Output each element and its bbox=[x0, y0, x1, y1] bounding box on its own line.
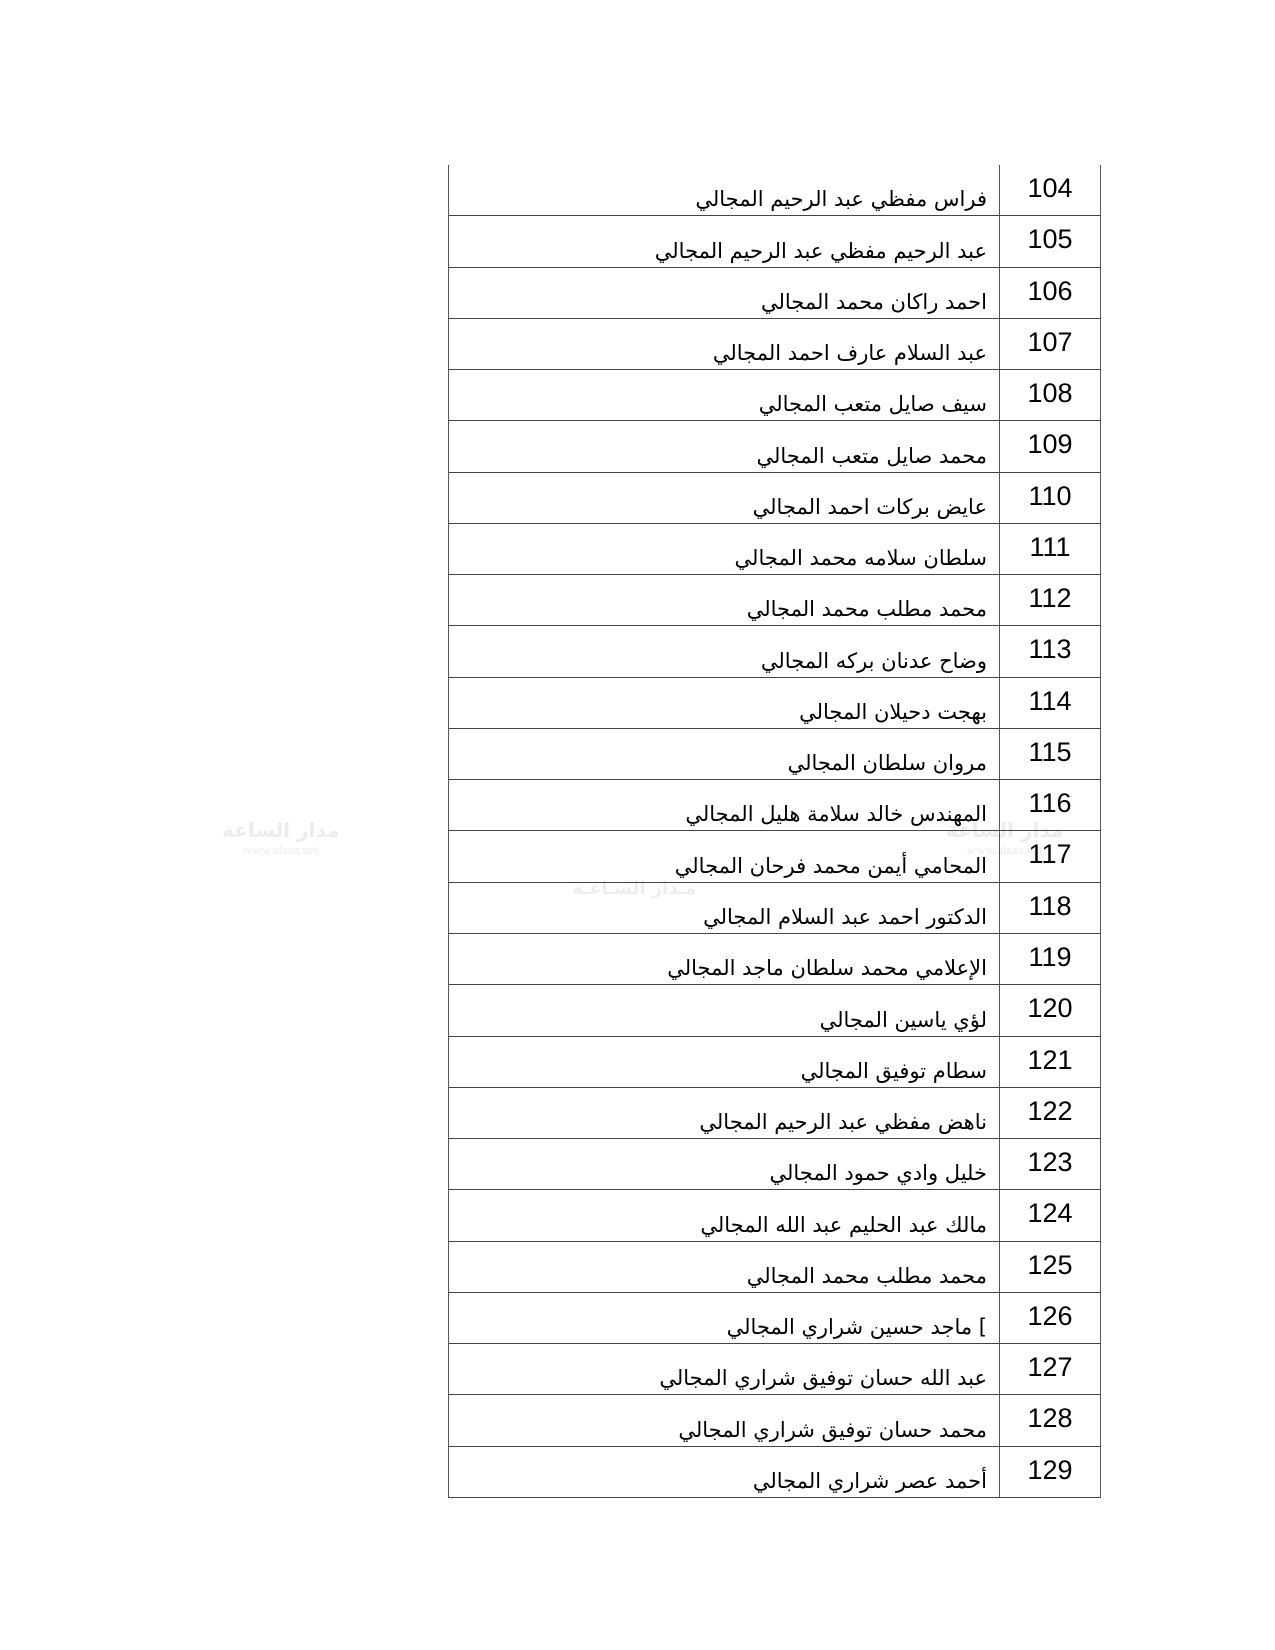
number-cell: 112 bbox=[1028, 583, 1072, 614]
table-row bbox=[449, 268, 1100, 319]
name-cell: الإعلامي محمد سلطان ماجد المجالي bbox=[449, 934, 1000, 984]
name-cell: المحامي أيمن محمد فرحان المجالي bbox=[449, 831, 1000, 881]
number-cell: 114 bbox=[1028, 685, 1072, 716]
name-cell: أحمد عصر شراري المجالي bbox=[449, 1447, 1000, 1497]
watermark-arabic: مدار الساعة bbox=[222, 818, 340, 842]
table-row bbox=[449, 729, 1100, 780]
number-cell: 118 bbox=[1028, 890, 1072, 921]
table-row bbox=[449, 1190, 1100, 1241]
watermark-url: www.alsaa.net bbox=[966, 842, 1043, 857]
number-cell: 105 bbox=[1027, 224, 1073, 255]
number-cell: 128 bbox=[1027, 1403, 1073, 1434]
name-cell: عبد الله حسان توفيق شراري المجالي bbox=[449, 1344, 1000, 1394]
watermark-arabic: مدار الساعة bbox=[946, 818, 1064, 842]
table-row bbox=[449, 626, 1100, 677]
name-cell: عبد الرحيم مفظي عبد الرحيم المجالي bbox=[449, 216, 1000, 266]
table-row bbox=[449, 370, 1100, 421]
number-cell: 121 bbox=[1027, 1044, 1073, 1075]
name-cell: محمد مطلب محمد المجالي bbox=[449, 575, 1000, 625]
number-cell: 104 bbox=[1027, 173, 1073, 203]
name-cell: وضاح عدنان بركه المجالي bbox=[449, 626, 1000, 676]
name-cell: فراس مفظي عبد الرحيم المجالي bbox=[449, 165, 1000, 215]
name-cell: سلطان سلامه محمد المجالي bbox=[449, 524, 1000, 574]
table-row bbox=[449, 1293, 1100, 1344]
number-cell: 111 bbox=[1029, 531, 1071, 562]
number-cell: 110 bbox=[1028, 480, 1072, 511]
name-cell: سيف صايل متعب المجالي bbox=[449, 370, 1000, 420]
name-cell: محمد حسان توفيق شراري المجالي bbox=[449, 1395, 1000, 1445]
number-cell: 122 bbox=[1027, 1095, 1073, 1126]
name-cell: الدكتور احمد عبد السلام المجالي bbox=[449, 883, 1000, 933]
table-row bbox=[449, 473, 1100, 524]
number-cell: 125 bbox=[1027, 1249, 1073, 1280]
table-row bbox=[449, 934, 1100, 985]
table-row bbox=[449, 1088, 1100, 1139]
table-row bbox=[449, 831, 1100, 882]
name-cell: محمد مطلب محمد المجالي bbox=[449, 1242, 1000, 1292]
names-table bbox=[448, 165, 1101, 1498]
name-cell: عايض بركات احمد المجالي bbox=[449, 473, 1000, 523]
table-row bbox=[449, 216, 1100, 267]
number-cell: 116 bbox=[1028, 788, 1072, 819]
watermark-url: www.alsaa.net bbox=[242, 842, 319, 857]
number-cell: 109 bbox=[1027, 429, 1073, 460]
number-cell: 106 bbox=[1027, 275, 1073, 306]
number-cell: 107 bbox=[1027, 326, 1073, 357]
name-cell: المهندس خالد سلامة هليل المجالي bbox=[449, 780, 1000, 830]
name-cell: ناهض مفظي عبد الرحيم المجالي bbox=[449, 1088, 1000, 1138]
table-row bbox=[449, 1242, 1100, 1293]
watermark-left bbox=[222, 818, 339, 858]
table-row bbox=[449, 1037, 1100, 1088]
number-cell: 117 bbox=[1028, 839, 1072, 870]
table-row bbox=[449, 780, 1100, 831]
table-row bbox=[449, 165, 1100, 216]
number-cell: 119 bbox=[1028, 941, 1072, 972]
name-cell: مالك عبد الحليم عبد الله المجالي bbox=[449, 1190, 1000, 1240]
name-cell: عبد السلام عارف احمد المجالي bbox=[449, 319, 1000, 369]
name-cell: لؤي ياسين المجالي bbox=[449, 985, 1000, 1035]
table-row bbox=[449, 524, 1100, 575]
name-cell: خليل وادي حمود المجالي bbox=[449, 1139, 1000, 1189]
number-cell: 115 bbox=[1028, 736, 1072, 767]
name-cell: احمد راكان محمد المجالي bbox=[449, 268, 1000, 318]
table-row bbox=[449, 1344, 1100, 1395]
table-row bbox=[449, 678, 1100, 729]
number-cell: 123 bbox=[1027, 1147, 1073, 1178]
name-cell: مروان سلطان المجالي bbox=[449, 729, 1000, 779]
number-cell: 127 bbox=[1027, 1352, 1073, 1383]
table-row bbox=[449, 1395, 1100, 1446]
table-row bbox=[449, 1139, 1100, 1190]
name-cell: بهجت دحيلان المجالي bbox=[449, 678, 1000, 728]
number-cell: 120 bbox=[1027, 993, 1073, 1024]
number-cell: 113 bbox=[1028, 634, 1072, 665]
table-row bbox=[449, 1447, 1100, 1498]
number-cell: 108 bbox=[1027, 378, 1073, 409]
name-cell: محمد صايل متعب المجالي bbox=[449, 421, 1000, 471]
number-cell: 129 bbox=[1027, 1454, 1073, 1485]
table-row bbox=[449, 985, 1100, 1036]
number-cell: 126 bbox=[1027, 1300, 1073, 1331]
name-cell: سطام توفيق المجالي bbox=[449, 1037, 1000, 1087]
watermark-center: مـدار السـاعـة bbox=[572, 878, 697, 899]
number-cell: 124 bbox=[1027, 1198, 1073, 1229]
table-row bbox=[449, 319, 1100, 370]
table-row bbox=[449, 575, 1100, 626]
name-cell: ] ماجد حسين شراري المجالي bbox=[449, 1293, 1000, 1343]
table-row bbox=[449, 421, 1100, 472]
table-row bbox=[449, 883, 1100, 934]
